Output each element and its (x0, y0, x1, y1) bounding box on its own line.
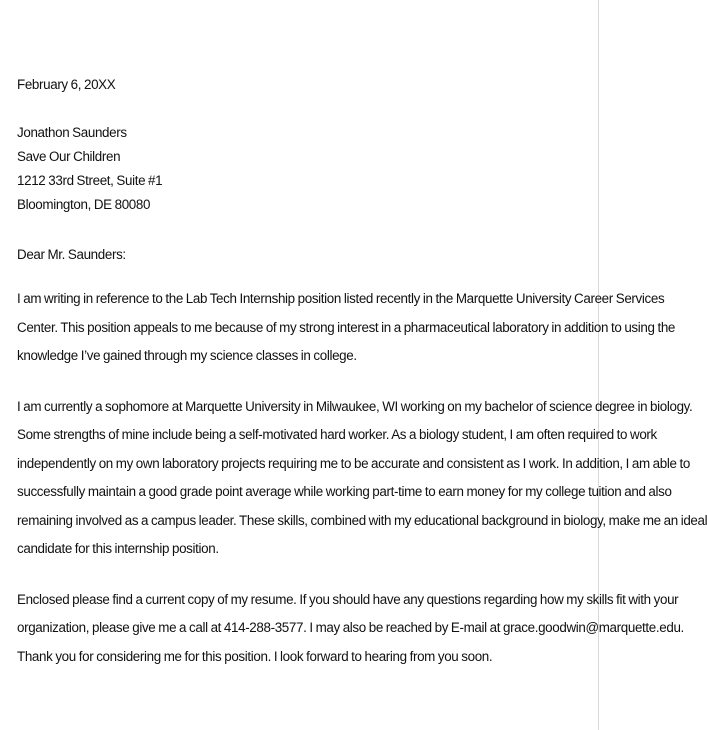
paragraph-line: independently on my own laboratory projects requiring me to be accurate and consistent as I work. In addition, I am able to (17, 455, 690, 471)
paragraph-qualifications (17, 393, 707, 564)
paragraph-intro (17, 285, 676, 371)
paragraph-line: I am currently a sophomore at Marquette University in Milwaukee, WI working on my bachelor of science degree in biology. (17, 398, 693, 414)
recipient-city-state-zip: Bloomington, DE 80080 (17, 197, 151, 212)
paragraph-line: knowledge I’ve gained through my science classes in college. (17, 348, 357, 363)
paragraph-line: organization, please give me a call at 414-288-3577. I may also be reached by E-mail at grace.goodwin@marquette.edu. (17, 620, 684, 635)
paragraph-line: Thank you for considering me for this position. I look forward to hearing from you soon. (17, 648, 493, 664)
salutation: Dear Mr. Saunders: (17, 247, 126, 262)
paragraph-line: successfully maintain a good grade point average while working part-time to earn money for my college tuition and also (17, 484, 672, 499)
paragraph-line: candidate for this internship position. (17, 541, 219, 556)
paragraph-line: Some strengths of mine include being a self-motivated hard worker. As a biology student, I am often required to work (17, 427, 657, 442)
paragraph-line: Enclosed please find a current copy of my resume. If you should have any questions regarding how my skills fit with your (17, 591, 679, 607)
paragraph-closing (17, 586, 684, 672)
letter-date: February 6, 20XX (17, 77, 116, 92)
recipient-organization: Save Our Children (17, 149, 121, 164)
paragraph-line: I am writing in reference to the Lab Tech Internship position listed recently in the Marquette University Career Services (17, 291, 665, 306)
cover-letter (17, 73, 707, 671)
paragraph-line: remaining involved as a campus leader. These skills, combined with my educational background in biology, make me an ideal (17, 512, 707, 528)
recipient-street: 1212 33rd Street, Suite #1 (17, 173, 163, 188)
recipient-address (17, 121, 582, 217)
paragraph-line: Center. This position appeals to me because of my strong interest in a pharmaceutical laboratory in addition to using the (17, 319, 676, 335)
recipient-name: Jonathon Saunders (17, 125, 127, 140)
